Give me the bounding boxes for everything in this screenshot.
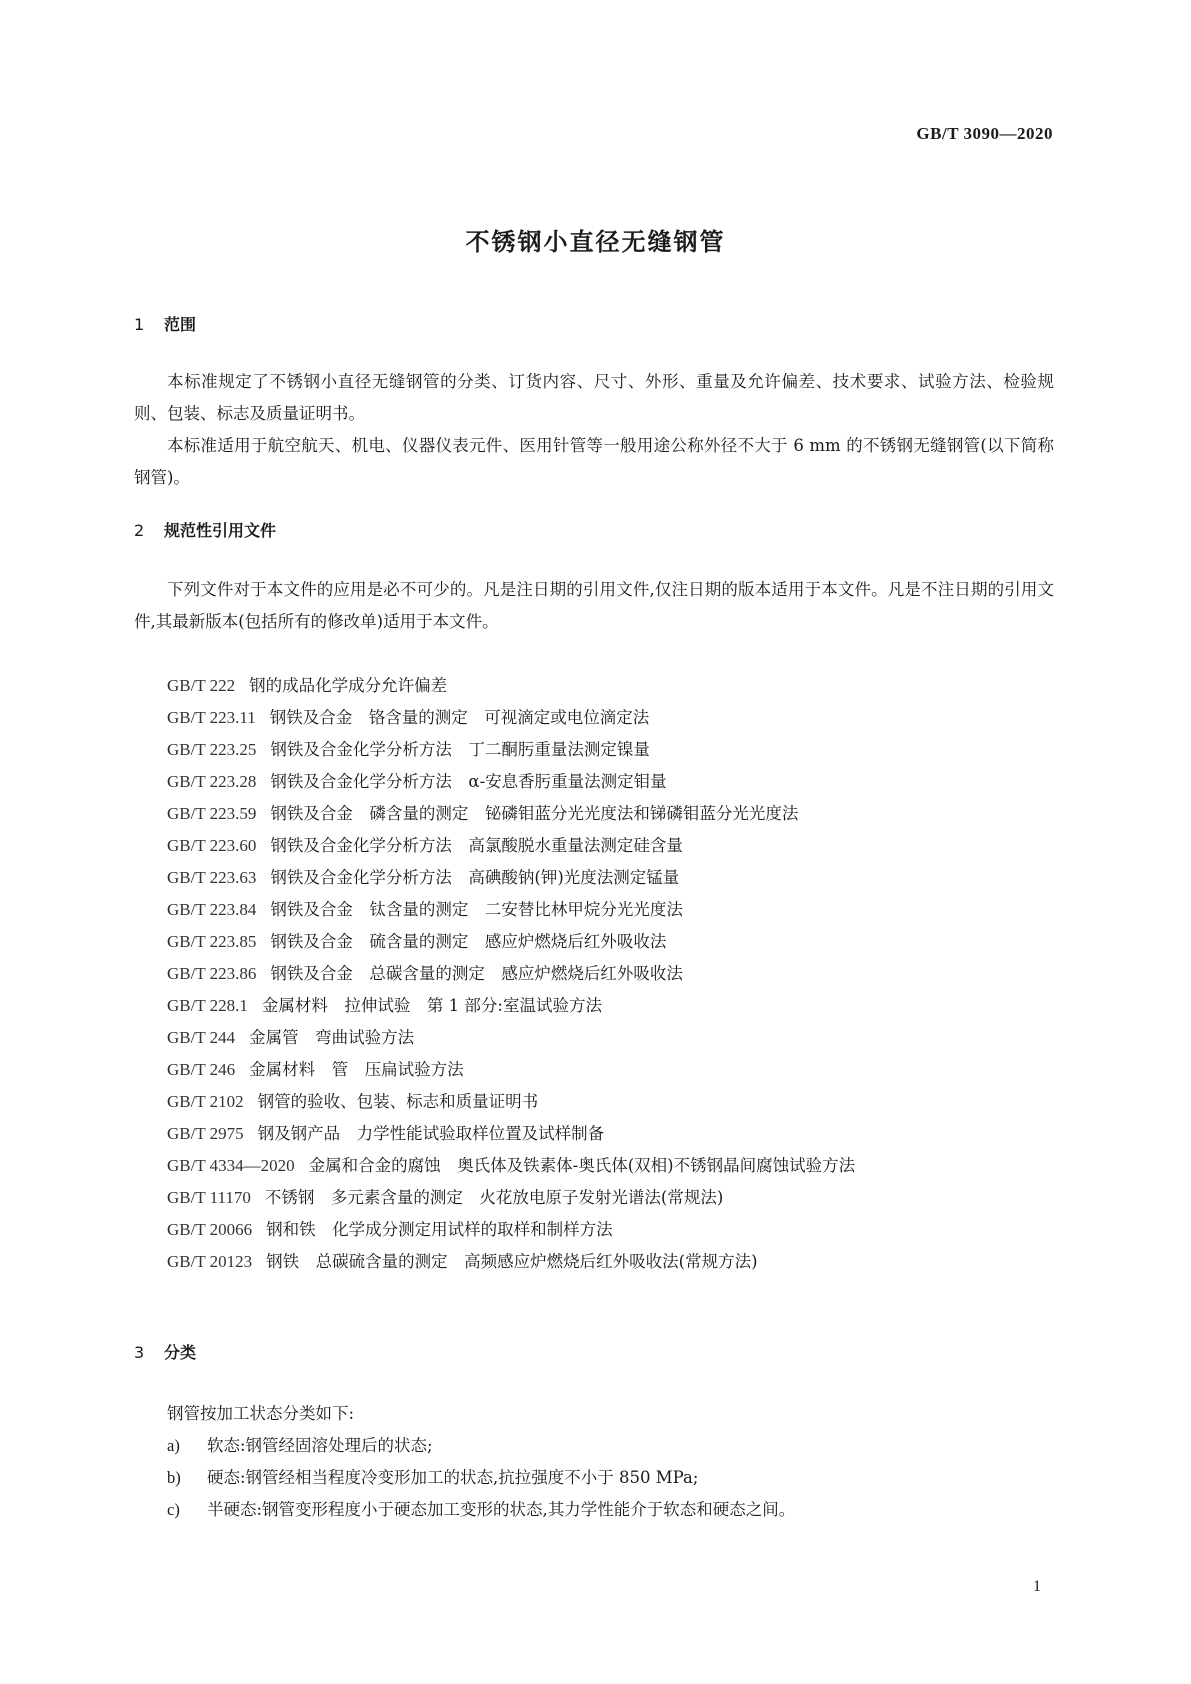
reference-item: GB/T 223.84 钢铁及合金 钛含量的测定 二安替比林甲烷分光光度法 <box>167 900 683 919</box>
list-item: c) 半硬态:钢管变形程度小于硬态加工变形的状态,其力学性能介于软态和硬态之间。 <box>167 1500 796 1519</box>
reference-item: GB/T 2102 钢管的验收、包装、标志和质量证明书 <box>167 1092 539 1111</box>
standard-code: GB/T 3090—2020 <box>916 124 1053 143</box>
list-item: b) 硬态:钢管经相当程度冷变形加工的状态,抗拉强度不小于 850 MPa; <box>167 1468 699 1487</box>
reference-item: GB/T 223.63 钢铁及合金化学分析方法 高碘酸钠(钾)光度法测定锰量 <box>167 868 680 887</box>
section-2-heading <box>134 518 276 541</box>
page-number: 1 <box>1033 1578 1041 1595</box>
reference-item: GB/T 223.85 钢铁及合金 硫含量的测定 感应炉燃烧后红外吸收法 <box>167 932 667 951</box>
reference-item: GB/T 20066 钢和铁 化学成分测定用试样的取样和制样方法 <box>167 1220 613 1239</box>
section-title: 分类 <box>164 1343 197 1362</box>
section-3-heading <box>134 1340 196 1363</box>
reference-item: GB/T 223.28 钢铁及合金化学分析方法 α-安息香肟重量法测定钼量 <box>167 772 667 791</box>
reference-item: GB/T 223.25 钢铁及合金化学分析方法 丁二酮肟重量法测定镍量 <box>167 740 650 759</box>
reference-item: GB/T 223.86 钢铁及合金 总碳含量的测定 感应炉燃烧后红外吸收法 <box>167 964 683 983</box>
section-number: 3 <box>134 1343 145 1362</box>
section-title: 范围 <box>164 315 197 334</box>
classification-intro: 钢管按加工状态分类如下: <box>167 1404 355 1423</box>
scope-paragraph-1: 本标准规定了不锈钢小直径无缝钢管的分类、订货内容、尺寸、外形、重量及允许偏差、技术要求、试验方法、检验规则、包装、标志及质量证明书。 <box>134 372 1054 423</box>
reference-item: GB/T 11170 不锈钢 多元素含量的测定 火花放电原子发射光谱法(常规法) <box>167 1188 724 1207</box>
section-1-heading <box>134 312 196 335</box>
scope-paragraph-2: 本标准适用于航空航天、机电、仪器仪表元件、医用针管等一般用途公称外径不大于 6 mm 的不锈钢无缝钢管(以下简称钢管)。 <box>134 436 1054 487</box>
list-item: a) 软态:钢管经固溶处理后的状态; <box>167 1436 433 1455</box>
references-intro: 下列文件对于本文件的应用是必不可少的。凡是注日期的引用文件,仅注日期的版本适用于本文件。凡是不注日期的引用文件,其最新版本(包括所有的修改单)适用于本文件。 <box>134 580 1054 631</box>
section-number: 2 <box>134 521 145 540</box>
classification-list <box>134 1430 1054 1526</box>
section-number: 1 <box>134 315 145 334</box>
document-title: 不锈钢小直径无缝钢管 <box>465 228 726 256</box>
reference-item: GB/T 223.11 钢铁及合金 铬含量的测定 可视滴定或电位滴定法 <box>167 708 650 727</box>
reference-item: GB/T 4334—2020 金属和合金的腐蚀 奥氏体及铁素体-奥氏体(双相)不锈钢晶间腐蚀试验方法 <box>167 1156 856 1175</box>
reference-item: GB/T 20123 钢铁 总碳硫含量的测定 高频感应炉燃烧后红外吸收法(常规方法) <box>167 1252 758 1271</box>
reference-item: GB/T 223.59 钢铁及合金 磷含量的测定 铋磷钼蓝分光光度法和锑磷钼蓝分光光度法 <box>167 804 799 823</box>
reference-item: GB/T 2975 钢及钢产品 力学性能试验取样位置及试样制备 <box>167 1124 605 1143</box>
reference-item: GB/T 246 金属材料 管 压扁试验方法 <box>167 1060 464 1079</box>
reference-item: GB/T 244 金属管 弯曲试验方法 <box>167 1028 415 1047</box>
reference-item: GB/T 228.1 金属材料 拉伸试验 第 1 部分:室温试验方法 <box>167 996 602 1015</box>
reference-item: GB/T 223.60 钢铁及合金化学分析方法 高氯酸脱水重量法测定硅含量 <box>167 836 683 855</box>
reference-item: GB/T 222 钢的成品化学成分允许偏差 <box>167 676 448 695</box>
section-title: 规范性引用文件 <box>164 521 277 540</box>
reference-list <box>134 670 1054 1278</box>
